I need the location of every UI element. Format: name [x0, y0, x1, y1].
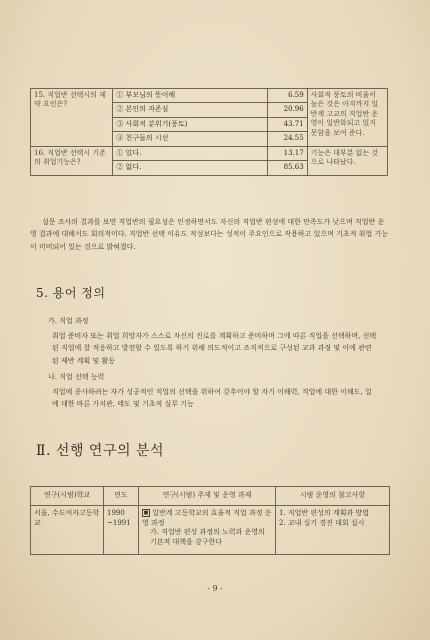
item-title: 가. 직업 과정: [48, 317, 89, 325]
topic-main: [142, 509, 272, 529]
column-header: 연도: [104, 487, 139, 506]
table-row: [31, 146, 388, 160]
question-cell: 16. 직업반 선택시 기존의 취업기능은?: [31, 146, 113, 175]
option-cell: ④ 친구들의 시선: [113, 132, 268, 146]
topic-cell: [139, 505, 276, 554]
percent-cell: 43.71: [267, 117, 307, 131]
item-body: 직업에 종사하려는 자가 성공적인 직업의 선택을 위하여 갖추어야 할 자기 이해력, 직업에 대한 이해도, 일에 대한 바른 가치관, 태도 및 기초적 실무 기능: [52, 388, 372, 409]
summary-paragraph: 설문 조사의 결과를 보면 직업반의 필요성은 인정하면서도 자신의 직업반 편성에 대한 만족도가 낮으며 직업반 운영 결과에 대해서도 회의적이다. 직업반 선택 이유도 적성보다는 성적이 주요인으로 작용하고 있으며 기초적 취업 기능이 미비되어 있는 것으로 밝혀졌다.: [30, 218, 388, 251]
year-cell: 1990 ~1991: [104, 505, 139, 554]
note-cell: 사회적 풍토의 비율이 높은 것은 아직까지 일반계 고교의 직업반 운영이 일반화되고 있지 못함을 보여 준다.: [307, 89, 387, 147]
reference-cell: 1. 직업반 편성의 계획과 방법 2. 교내 실기 경진 대회 실시: [276, 505, 390, 554]
percent-cell: 6.59: [267, 89, 307, 103]
option-cell: ② 없다.: [113, 161, 268, 175]
school-cell: 서울, 수도여자고등학교: [31, 505, 104, 554]
prior-research-table: [30, 486, 390, 555]
option-cell: ② 본인의 자존심: [113, 103, 268, 117]
note-cell: 기능은 대부분 없는 것으로 나타났다.: [307, 146, 387, 175]
option-cell: ① 있다.: [113, 146, 268, 160]
item-body: 취업 준비자 또는 취업 희망자가 스스로 자신의 진로를 계획하고 준비하며 그에 따른 직업을 선택하며, 선택된 직업에 잘 적응하고 발전할 수 있도록 하기 위해 의도적이고 조직적으로 구성된 교과 과정 및 이에 관련된 제반 계획 및 활동: [52, 332, 377, 365]
question-cell: 15. 직업반 선택시의 제약 요인은?: [31, 89, 113, 147]
percent-cell: 24.55: [267, 132, 307, 146]
table-row: [31, 89, 388, 103]
topic-sub: 가. 직업반 편성 과정의 노력과 운영의 기본적 대책을 강구한다: [150, 528, 265, 547]
column-header: 연구(시범) 주제 및 운영 과제: [139, 487, 276, 506]
page-number: - 9 -: [207, 584, 223, 593]
survey-results-table: [30, 88, 388, 176]
table-header-row: [31, 487, 390, 506]
table-row: [31, 505, 390, 554]
checkbox-icon: ■: [143, 509, 149, 516]
percent-cell: 13.17: [267, 146, 307, 160]
percent-cell: 20.96: [267, 103, 307, 117]
column-header: 시범 운영의 참고사항: [276, 487, 390, 506]
column-header: 연구(시범)학교: [31, 487, 104, 506]
section-title: Ⅱ. 선행 연구의 분석: [36, 443, 164, 459]
option-cell: ③ 사회적 분위기(풍토): [113, 117, 268, 131]
item-title: 나. 직업 선택 능력: [48, 373, 105, 381]
topic-main-text: 일반계 고등학교의 효율적 직업 과정 운영 과정: [142, 508, 272, 527]
option-cell: ① 부모님의 뜻이해: [113, 89, 268, 103]
percent-cell: 85.63: [267, 161, 307, 175]
section-heading: 5. 용어 정의: [36, 286, 106, 300]
